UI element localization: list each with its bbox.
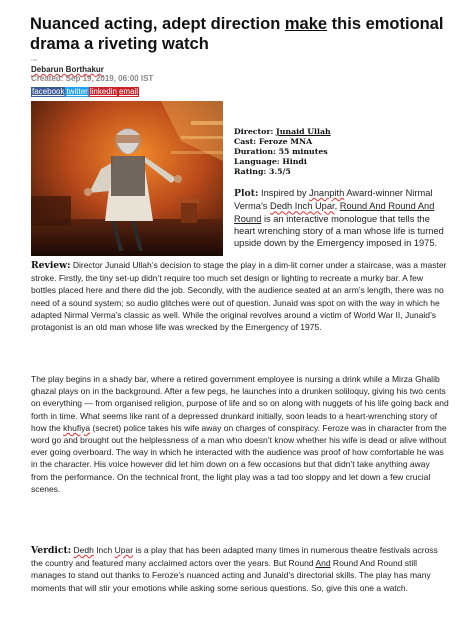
director-name[interactable]: Junaid Ullah [276, 127, 331, 136]
plot-text: , [334, 201, 340, 212]
source-note: TNN [31, 58, 38, 62]
verdict-text: Round And Round still manages to stand out thanks to Feroze’s nuanced acting and Junaid’s directorial skills. The play has many moments that will stir your emotions while asking some serious questions. So, give this one a watch. [31, 558, 431, 593]
plot-book-title: Dedh Inch Upar [270, 201, 335, 212]
plot-label: Plot: [234, 188, 259, 199]
article-photo [31, 101, 223, 256]
review-paragraph-2 [31, 373, 449, 495]
created-date: Created: Sep 19, 2019, 06:00 IST [31, 74, 154, 83]
verdict-label: Verdict: [31, 545, 72, 556]
verdict-misspelled-word: Upar [114, 545, 134, 555]
actor-stage-photo [31, 101, 223, 256]
review-text: (secret) police takes his wife away on charges of conspiracy. Feroze was in character from the word go and brought out the helplessness of a man who doesn’t know whether his wife is dead or alive without ever going overboard. The way in which he interacted with the audience was proof of how comfortable he was in the character. His voice however did let him down on a few occasions but that didn’t take anything away from the performance. On the technical front, the light play was a tad too sloppy and let down a few crucial scenes. [31, 422, 447, 494]
review-text: Director Junaid Ullah’s decision to stage the play in a dim-lit corner under a staircase, was a master stroke. Firstly, the tiny set-up didn’t require too much set design or lighting to recreate a murky bar. A few bottles placed here and there did the job. Secondly, with the audience seated at an arm’s length, there was no need of a sound system; so audio glitches were out of question. Junaid was spot on with the way in which he adapted Nirmal Verma’s classic as well. While the original revolves around a victim of World War II, Junaid’s protagonist is an old man whose life was wrecked by the Emergency of 1975. [31, 260, 447, 333]
film-details [234, 127, 331, 177]
article-title [30, 14, 450, 54]
plot-text: Inspired by [258, 188, 310, 198]
rating-line: Rating: 3.5/5 [234, 167, 291, 176]
director-line [234, 127, 331, 137]
plot-text: is an interactive monologue that tells the heart wrenching story of a man whose life is turned upside down by the Emergency imposed in 1975. [234, 213, 444, 249]
language-line: Language: Hindi [234, 157, 307, 166]
email-share-link[interactable]: email [118, 87, 139, 96]
title-text-end: this emotional drama a riveting watch [30, 15, 444, 53]
director-label: Director: [234, 127, 277, 136]
twitter-share-link[interactable]: twitter [66, 87, 88, 96]
verdict-text: Inch [93, 545, 115, 555]
title-link-word[interactable]: make [284, 15, 328, 33]
review-misspelled-word: khufiya [63, 422, 91, 433]
linkedin-share-link[interactable]: linkedin [89, 87, 117, 96]
verdict-text: is a play that has been adapted many times in numerous theatre festivals across the country and featured many acclaimed actors over the years. But Round [31, 545, 438, 569]
plot-text: Award-winner Nirmal Verma’s [234, 188, 433, 212]
cast-line: Cast: Feroze MNA [234, 137, 313, 146]
review-paragraph [31, 259, 449, 333]
review-label: Review: [31, 260, 71, 271]
verdict-underlined-word: And [315, 558, 331, 569]
byline [31, 65, 153, 83]
title-text: Nuanced acting, adept direction [30, 15, 285, 33]
review-text: The play begins in a shady bar, where a retired government employee is nursing a drink while a Mirza Ghalib ghazal plays on in the background. After a few pegs, he launches into a drunken soliloquy, giving his two cents on everything — from organised religion, purpose of life and so on along with nuggets of his life going back and forth in time. What seems like rant of a depressed drunkard initially, soon leads to a heart-wrenching story of how the [31, 374, 449, 433]
duration-line: Duration: 55 minutes [234, 147, 328, 156]
verdict-misspelled-word: Dedh [73, 545, 94, 555]
verdict-paragraph [31, 544, 449, 594]
facebook-share-link[interactable]: facebook [32, 87, 65, 96]
plot-paragraph [234, 187, 446, 249]
social-links [31, 87, 139, 97]
author-name[interactable]: Debarun Borthakur [31, 65, 104, 74]
plot-misspelled-word: Jnanpith [309, 188, 345, 198]
plot-play-title[interactable]: Round And Round And Round [234, 201, 435, 224]
